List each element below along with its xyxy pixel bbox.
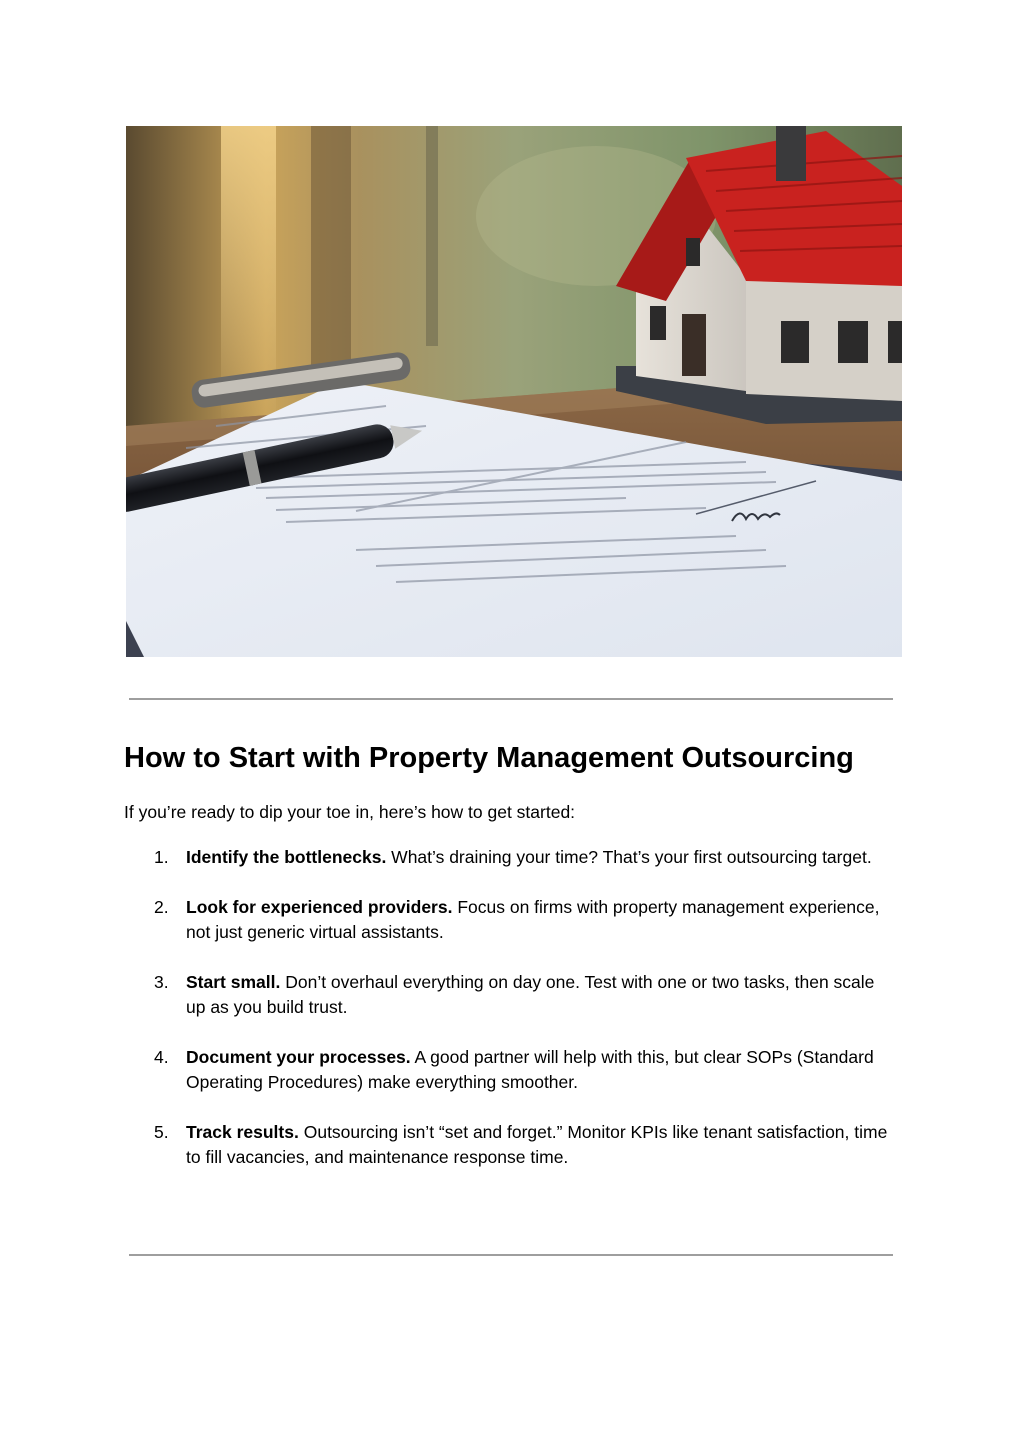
step-title: Start small. bbox=[186, 972, 281, 992]
step-title: Document your processes. bbox=[186, 1047, 411, 1067]
list-item bbox=[154, 895, 890, 945]
list-item bbox=[154, 970, 890, 1020]
step-text: Don’t overhaul everything on day one. Test with one or two tasks, then scale up as you build trust. bbox=[186, 972, 875, 1017]
step-text: Focus on firms with property management experience, not just generic virtual assistants. bbox=[186, 897, 880, 942]
steps-list bbox=[154, 845, 890, 1195]
divider-bottom bbox=[129, 1254, 893, 1256]
step-title: Identify the bottlenecks. bbox=[186, 847, 387, 867]
step-text: What’s draining your time? That’s your first outsourcing target. bbox=[386, 847, 872, 867]
divider-top bbox=[129, 698, 893, 700]
section-heading: How to Start with Property Management Outsourcing bbox=[124, 742, 854, 774]
step-text: A good partner will help with this, but clear SOPs (Standard Operating Procedures) make everything smoother. bbox=[186, 1047, 874, 1092]
step-number: 3. bbox=[154, 972, 169, 992]
list-item bbox=[154, 1045, 890, 1095]
step-title: Track results. bbox=[186, 1122, 299, 1142]
step-number: 2. bbox=[154, 897, 169, 917]
step-number: 5. bbox=[154, 1122, 169, 1142]
step-number: 4. bbox=[154, 1047, 169, 1067]
step-title: Look for experienced providers. bbox=[186, 897, 453, 917]
step-text: Outsourcing isn’t “set and forget.” Monitor KPIs like tenant satisfaction, time to fill vacancies, and maintenance response time. bbox=[186, 1122, 888, 1167]
list-item bbox=[154, 1120, 890, 1170]
hero-photo bbox=[126, 126, 902, 657]
list-item bbox=[154, 845, 890, 870]
intro-paragraph: If you’re ready to dip your toe in, here’s how to get started: bbox=[124, 802, 576, 822]
step-number: 1. bbox=[154, 847, 169, 867]
